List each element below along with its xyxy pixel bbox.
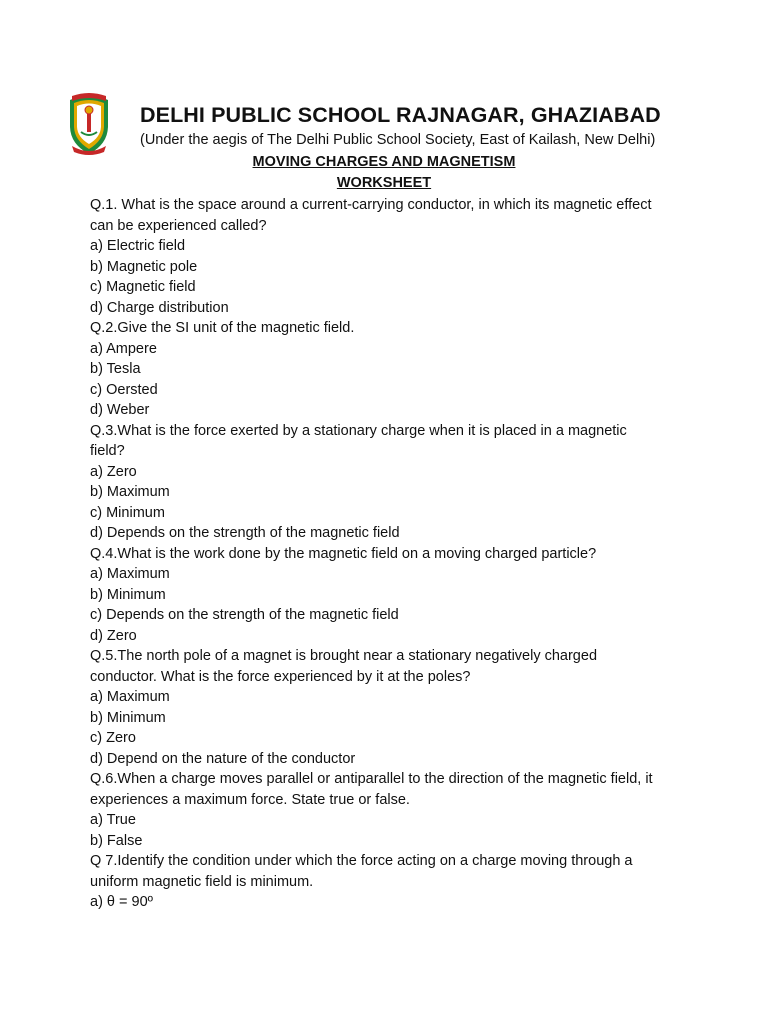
text-line: b) Magnetic pole: [90, 258, 198, 275]
worksheet-subtitle: WORKSHEET: [336, 175, 432, 191]
text-line: d) Zero: [90, 627, 137, 644]
text-line: b) Maximum: [90, 484, 170, 500]
text-line: a) Maximum: [90, 566, 170, 582]
school-crest-icon: [66, 92, 112, 156]
school-affiliation: (Under the aegis of The Delhi Public School Society, East of Kailash, New Delhi): [140, 132, 656, 148]
text-line: d) Depend on the nature of the conductor: [90, 750, 356, 767]
text-line: a) Electric field: [90, 238, 186, 254]
text-line: c) Oersted: [90, 381, 158, 398]
text-line: d) Depends on the strength of the magnetic field: [90, 525, 400, 541]
text-line: a) True: [90, 812, 136, 828]
text-line: Q.4.What is the work done by the magnetic field on a moving charged particle?: [90, 545, 597, 562]
text-line: a) Zero: [90, 463, 137, 480]
text-line: Q 7.Identify the condition under which the force acting on a charge moving through a: [90, 853, 633, 869]
worksheet-title: MOVING CHARGES AND MAGNETISM: [252, 154, 516, 170]
text-line: can be experienced called?: [90, 217, 267, 234]
school-name: DELHI PUBLIC SCHOOL RAJNAGAR, GHAZIABAD: [140, 103, 661, 127]
text-line: c) Magnetic field: [90, 279, 196, 295]
text-line: Q.5.The north pole of a magnet is brought near a stationary negatively charged: [90, 648, 598, 664]
text-line: Q.6.When a charge moves parallel or antiparallel to the direction of the magnetic field, it: [90, 771, 653, 787]
text-line: c) Zero: [90, 730, 136, 746]
letterhead: [66, 92, 706, 160]
text-line: b) Minimum: [90, 586, 166, 603]
text-line: experiences a maximum force. State true or false.: [90, 791, 410, 808]
text-line: Q.1. What is the space around a current-carrying conductor, in which its magnetic effect: [90, 197, 652, 213]
text-line: Q.2.Give the SI unit of the magnetic field.: [90, 320, 355, 336]
text-line: b) Minimum: [90, 709, 166, 726]
text-line: a) Ampere: [90, 340, 157, 357]
text-line: Q.3.What is the force exerted by a stationary charge when it is placed in a magnetic: [90, 422, 627, 439]
text-line: a) θ = 90º: [90, 894, 153, 910]
text-line: b) Tesla: [90, 361, 141, 377]
text-line: c) Depends on the strength of the magnetic field: [90, 607, 399, 623]
text-line: c) Minimum: [90, 504, 165, 521]
text-line: a) Maximum: [90, 689, 170, 705]
text-line: field?: [90, 443, 125, 459]
text-line: conductor. What is the force experienced by it at the poles?: [90, 668, 471, 685]
question-list: [90, 195, 690, 913]
text-line: d) Charge distribution: [90, 299, 229, 316]
text-line: uniform magnetic field is minimum.: [90, 873, 314, 890]
text-line: d) Weber: [90, 402, 150, 418]
text-line: b) False: [90, 832, 143, 849]
